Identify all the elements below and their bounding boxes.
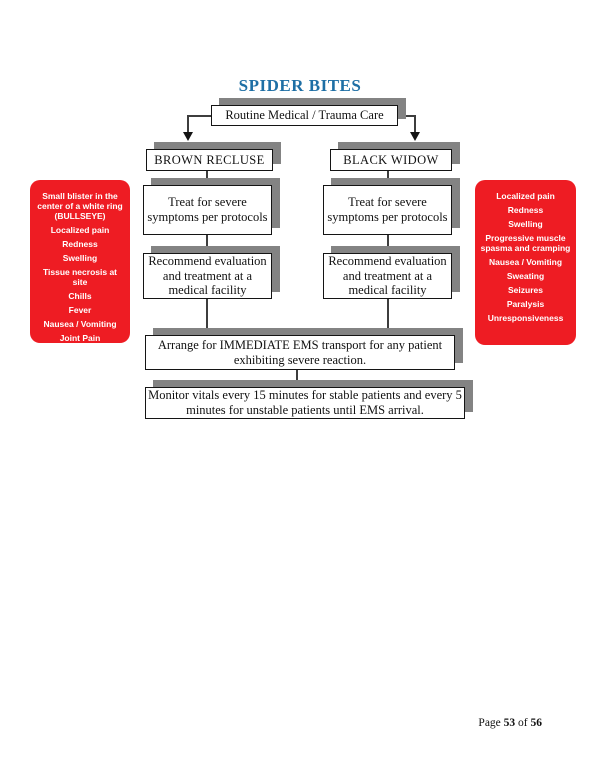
treat-step-box-right (323, 185, 452, 235)
treat-step-label: Treat for severe symptoms per protocols (147, 195, 268, 224)
connector-line (296, 369, 298, 388)
symptom-item: Redness (62, 239, 98, 249)
routine-care-label: Routine Medical / Trauma Care (225, 108, 384, 122)
down-arrowhead-icon (183, 132, 193, 141)
connector-line (187, 115, 212, 117)
page-title: SPIDER BITES (238, 76, 362, 95)
symptom-item: Sweating (506, 271, 545, 281)
monitor-vitals-label: Monitor vitals every 15 minutes for stable patients and every 5 minutes for unstable patients until EMS arrival. (148, 388, 462, 417)
symptom-item: Paralysis (506, 299, 545, 309)
treat-step-label: Treat for severe symptoms per protocols (327, 195, 448, 224)
brown-recluse-symptoms-panel (30, 180, 130, 343)
page-number-of: of (518, 717, 528, 729)
symptom-item: Swelling (508, 219, 543, 229)
symptom-item: Nausea / Vomiting (488, 257, 563, 267)
connector-line (414, 116, 416, 133)
recommend-step-box-left (143, 253, 272, 299)
black-widow-symptoms-panel (475, 180, 576, 345)
down-arrowhead-icon (410, 132, 420, 141)
symptom-item: Localized pain (50, 225, 110, 235)
brown-recluse-label: BROWN RECLUSE (154, 152, 265, 167)
ems-transport-box (145, 335, 455, 370)
brown-recluse-header-box (146, 149, 273, 171)
recommend-step-label: Recommend evaluation and treatment at a medical facility (328, 254, 447, 298)
symptom-item: Swelling (62, 253, 98, 263)
page-number-prefix: Page (478, 717, 501, 729)
black-widow-label: BLACK WIDOW (343, 152, 439, 167)
monitor-vitals-box (145, 387, 465, 419)
treat-step-box-left (143, 185, 272, 235)
page-number-total: 56 (530, 717, 542, 729)
symptom-item: Fever (68, 305, 92, 315)
symptom-item: Chills (68, 291, 92, 301)
page-number-current: 53 (503, 717, 516, 729)
symptom-item: Redness (507, 205, 544, 215)
symptom-item: Unresponsiveness (487, 313, 564, 323)
symptom-item: Joint Pain (59, 333, 101, 343)
black-widow-header-box (330, 149, 452, 171)
symptom-item: Progressive muscle spasma and cramping (480, 233, 571, 253)
symptom-item: Localized pain (496, 191, 555, 201)
routine-care-box (211, 105, 398, 126)
symptom-item: Seizures (508, 285, 543, 295)
recommend-step-label: Recommend evaluation and treatment at a medical facility (148, 254, 267, 298)
connector-line (187, 116, 189, 133)
ems-transport-label: Arrange for IMMEDIATE EMS transport for any patient exhibiting severe reaction. (157, 337, 443, 367)
recommend-step-box-right (323, 253, 452, 299)
symptom-item: Tissue necrosis at site (42, 267, 118, 287)
page-number (478, 717, 542, 729)
symptom-item: Small blister in the center of a white ring (BULLSEYE) (37, 191, 123, 221)
symptom-item: Nausea / Vomiting (43, 319, 117, 329)
